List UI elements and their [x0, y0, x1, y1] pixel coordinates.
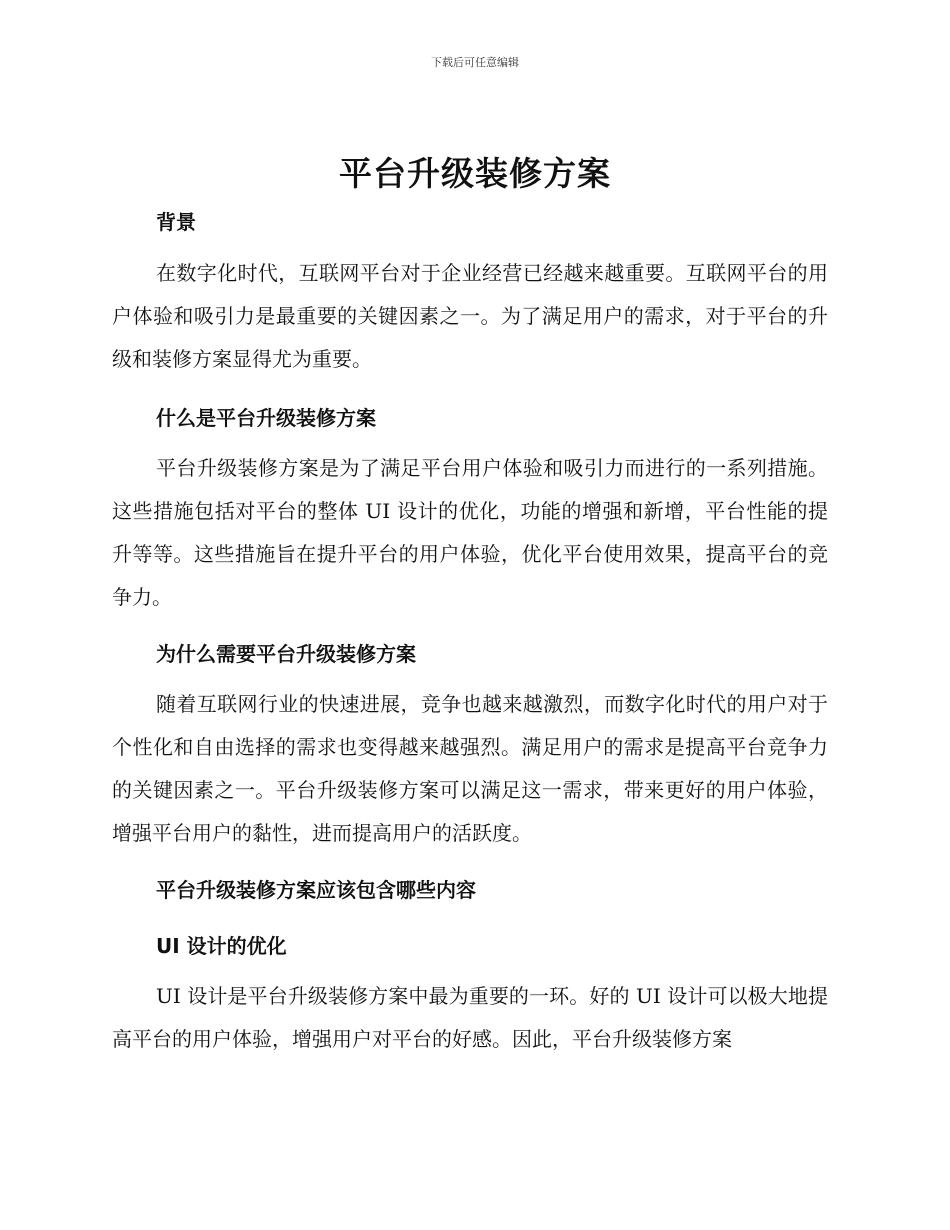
- section-heading-background: 背景: [156, 210, 196, 234]
- section-paragraph-ui-design: UI 设计是平台升级装修方案中最为重要的一环。好的 UI 设计可以极大地提高平台的用户体验，增强用户对平台的好感。因此，平台升级装修方案: [112, 984, 828, 1051]
- section-paragraph-what-is: 平台升级装修方案是为了满足平台用户体验和吸引力而进行的一系列措施。这些措施包括对平台的整体 UI 设计的优化，功能的增强和新增，平台性能的提升等等。这些措施旨在提升平台的用户体验，优化平台使用效果，提高平台的竞争力。: [112, 456, 828, 609]
- section-paragraph-background: 在数字化时代，互联网平台对于企业经营已经越来越重要。互联网平台的用户体验和吸引力是最重要的关键因素之一。为了满足用户的需求，对于平台的升级和装修方案显得尤为重要。: [112, 261, 828, 371]
- section-heading-why-needed: 为什么需要平台升级装修方案: [156, 642, 416, 666]
- section-heading-what-is: 什么是平台升级装修方案: [156, 406, 376, 430]
- section-heading-contents: 平台升级装修方案应该包含哪些内容: [156, 878, 476, 902]
- page-header-note: 下载后可任意编辑: [431, 56, 519, 69]
- section-paragraph-why-needed: 随着互联网行业的快速进展，竞争也越来越激烈，而数字化时代的用户对于个性化和自由选择的需求也变得越来越强烈。满足用户的需求是提高平台竞争力的关键因素之一。平台升级装修方案可以满足这一需求，带来更好的用户体验，增强平台用户的黏性，进而提高用户的活跃度。: [112, 692, 828, 845]
- section-heading-ui-design: UI 设计的优化: [156, 934, 287, 958]
- document-title: 平台升级装修方案: [339, 154, 611, 193]
